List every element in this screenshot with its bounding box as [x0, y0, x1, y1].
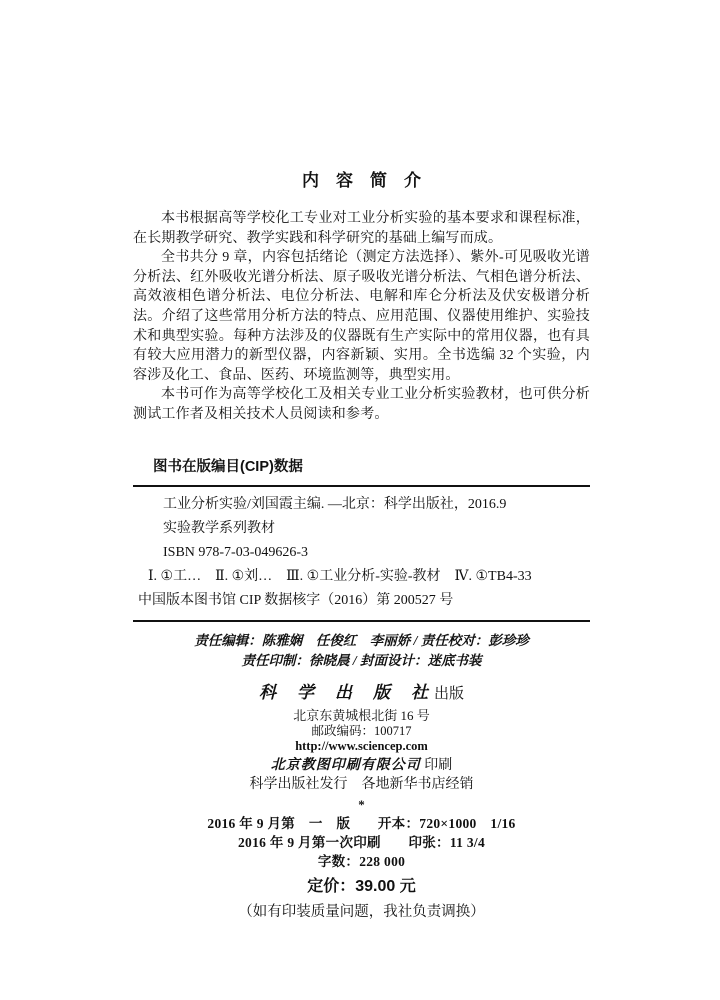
printing-line: 2016 年 9 月第一次印刷 印张：11 3/4 — [237, 834, 486, 850]
cip-classification: Ⅰ. ①工… Ⅱ. ①刘… Ⅲ. ①工业分析-实验-教材 Ⅳ. ①TB4-33 — [148, 568, 532, 584]
price-line: 定价：39.00 元 — [307, 877, 416, 895]
staff-credits — [133, 631, 590, 671]
staff-printing-line: 责任印制：徐晓晨 / 封面设计：迷底书装 — [241, 652, 482, 668]
quality-note: （如有印装质量问题，我社负责调换） — [238, 903, 485, 920]
publisher-postcode: 邮政编码：100717 — [311, 723, 412, 738]
publisher-website: http://www.sciencep.com — [295, 738, 428, 753]
cip-record: 工业分析实验/刘国霞主编. —北京：科学出版社，2016.9 — [163, 496, 507, 512]
publisher-role-label: 出版 — [433, 685, 464, 702]
cip-block — [133, 457, 590, 622]
printer-name: 北京教图印刷有限公司 — [270, 757, 421, 773]
imprint-block — [133, 682, 590, 811]
publisher-line — [133, 682, 590, 705]
cip-isbn: ISBN 978-7-03-049626-3 — [163, 544, 309, 560]
staff-editors-line: 责任编辑：陈雅娴 任俊红 李丽娇 / 责任校对：彭珍珍 — [194, 632, 529, 648]
section-separator: * — [358, 796, 365, 812]
cip-rule-bottom — [133, 620, 590, 622]
distribution-line: 科学出版社发行 各地新华书店经销 — [249, 776, 474, 792]
edition-line: 2016 年 9 月第 一 版 开本：720×1000 1/16 — [207, 815, 516, 831]
page-content — [133, 170, 590, 922]
publisher-address: 北京东黄城根北街 16 号 — [293, 707, 430, 723]
summary-paragraph-3: 本书可作为高等学校化工及相关专业工业分析实验教材，也可供分析测试工作者及相关技术人员阅读和参考。 — [133, 387, 590, 422]
cip-registry: 中国版本图书馆 CIP 数据核字（2016）第 200527 号 — [138, 592, 454, 608]
cip-header: 图书在版编目(CIP)数据 — [153, 458, 303, 475]
colophon-block — [133, 814, 590, 922]
word-count-line: 字数：228 000 — [317, 853, 406, 869]
summary-paragraph-1: 本书根据高等学校化工专业对工业分析实验的基本要求和课程标准，在长期教学研究、教学实践和科学研究的基础上编写而成。 — [133, 211, 590, 246]
publisher-name: 科 学 出 版 社 — [258, 682, 430, 702]
content-summary — [133, 209, 590, 425]
summary-paragraph-2: 全书共分 9 章，内容包括绪论（测定方法选择）、紫外-可见吸收光谱分析法、红外吸收光谱分析法、原子吸收光谱分析法、气相色谱分析法、高效液相色谱分析法、电位分析法、电解和库仑分析法及伏安极谱分析法。介绍了这些常用分析方法的特点、应用范围、仪器使用维护、实验技术和典型实验。每种方法涉及的仪器既有生产实际中的常用仪器，也有具有较大应用潜力的新型仪器，内容新颖、实用。全书选编 32 个实验，内容涉及化工、食品、医药、环境监测等，典型实用。 — [133, 250, 590, 383]
cip-series: 实验教学系列教材 — [163, 520, 275, 536]
page-title: 内 容 简 介 — [302, 171, 421, 190]
printer-line — [133, 756, 590, 775]
printer-role-label: 印刷 — [424, 757, 453, 773]
cip-body — [133, 487, 590, 620]
